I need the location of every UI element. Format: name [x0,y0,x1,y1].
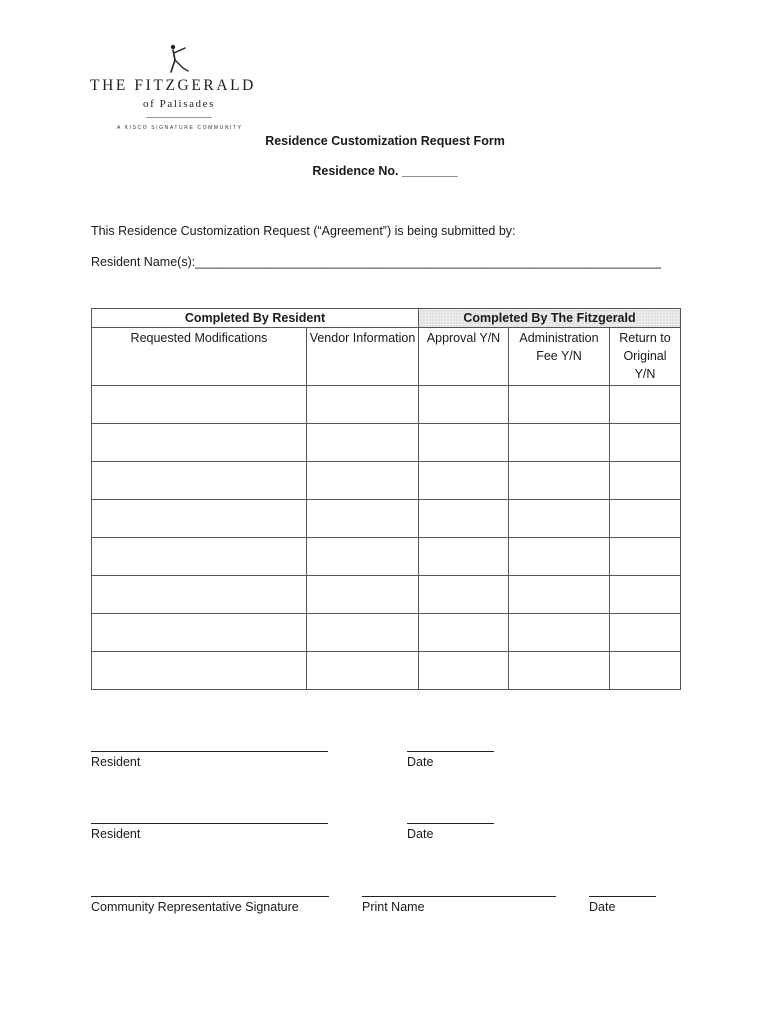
table-cell[interactable] [307,424,419,462]
print-name-line[interactable] [362,896,556,897]
table-cell[interactable] [610,462,681,500]
table-cell[interactable] [419,462,509,500]
table-cell[interactable] [610,614,681,652]
table-cell[interactable] [610,500,681,538]
date-2-line[interactable] [407,823,494,824]
table-cell[interactable] [610,424,681,462]
table-cell[interactable] [92,614,307,652]
resident-1-label: Resident [91,755,141,769]
table-row [92,538,681,576]
table-cell[interactable] [509,386,610,424]
print-name-label: Print Name [362,900,425,914]
table-cell[interactable] [610,538,681,576]
resident-1-signature-line[interactable] [91,751,328,752]
table-cell[interactable] [419,424,509,462]
table-cell[interactable] [610,386,681,424]
form-title: Residence Customization Request Form [265,134,505,148]
date-2-label: Date [407,827,434,841]
table-cell[interactable] [509,576,610,614]
table-cell[interactable] [509,614,610,652]
rep-signature-line[interactable] [91,896,329,897]
resident-names-field[interactable]: Resident Name(s):___________________________________________________________________ [91,255,661,269]
residence-number-field[interactable]: Residence No. ________ [312,164,458,178]
table-cell[interactable] [307,652,419,690]
table-cell[interactable] [610,652,681,690]
col-return-to-original: Return to Original Y/N [610,328,681,386]
col-requested-modifications: Requested Modifications [92,328,307,386]
table-row [92,500,681,538]
date-3-line[interactable] [589,896,656,897]
table-cell[interactable] [419,386,509,424]
table-cell[interactable] [509,462,610,500]
table-cell[interactable] [92,386,307,424]
rep-signature-label: Community Representative Signature [91,900,299,914]
table-cell[interactable] [610,576,681,614]
column-header-row [92,328,681,386]
table-cell[interactable] [509,424,610,462]
table-row [92,576,681,614]
logo-name: THE FITZGERALD [90,77,256,94]
table-cell[interactable] [92,538,307,576]
table-cell[interactable] [307,576,419,614]
table-cell[interactable] [92,500,307,538]
table-row [92,462,681,500]
modifications-table [91,308,681,690]
table-row [92,652,681,690]
table-cell[interactable] [419,614,509,652]
date-3-label: Date [589,900,616,914]
col-vendor-information: Vendor Information [307,328,419,386]
table-cell[interactable] [509,538,610,576]
table-cell[interactable] [509,652,610,690]
table-cell[interactable] [419,538,509,576]
logo-subtitle: of Palisades [142,98,216,110]
table-cell[interactable] [92,576,307,614]
table-row [92,424,681,462]
date-1-label: Date [407,755,434,769]
dancer-figure-icon [167,44,191,74]
table-cell[interactable] [307,386,419,424]
col-administration-fee: Administration Fee Y/N [509,328,610,386]
table-cell[interactable] [92,424,307,462]
resident-2-label: Resident [91,827,141,841]
logo-divider [146,117,212,118]
table-cell[interactable] [509,500,610,538]
table-cell[interactable] [92,462,307,500]
table-cell[interactable] [92,652,307,690]
table-cell[interactable] [419,500,509,538]
table-cell[interactable] [419,576,509,614]
table-row [92,614,681,652]
table-cell[interactable] [307,500,419,538]
submitted-by-text: This Residence Customization Request (“Agreement”) is being submitted by: [91,224,516,238]
table-cell[interactable] [419,652,509,690]
logo-tagline: A KISCO SIGNATURE COMMUNITY [117,125,243,131]
resident-2-signature-line[interactable] [91,823,328,824]
col-approval: Approval Y/N [419,328,509,386]
table-cell[interactable] [307,614,419,652]
group-header-resident: Completed By Resident [92,309,419,328]
table-cell[interactable] [307,462,419,500]
table-cell[interactable] [307,538,419,576]
group-header-fitzgerald: Completed By The Fitzgerald [419,309,681,328]
table-row [92,386,681,424]
date-1-line[interactable] [407,751,494,752]
table-body [92,386,681,690]
